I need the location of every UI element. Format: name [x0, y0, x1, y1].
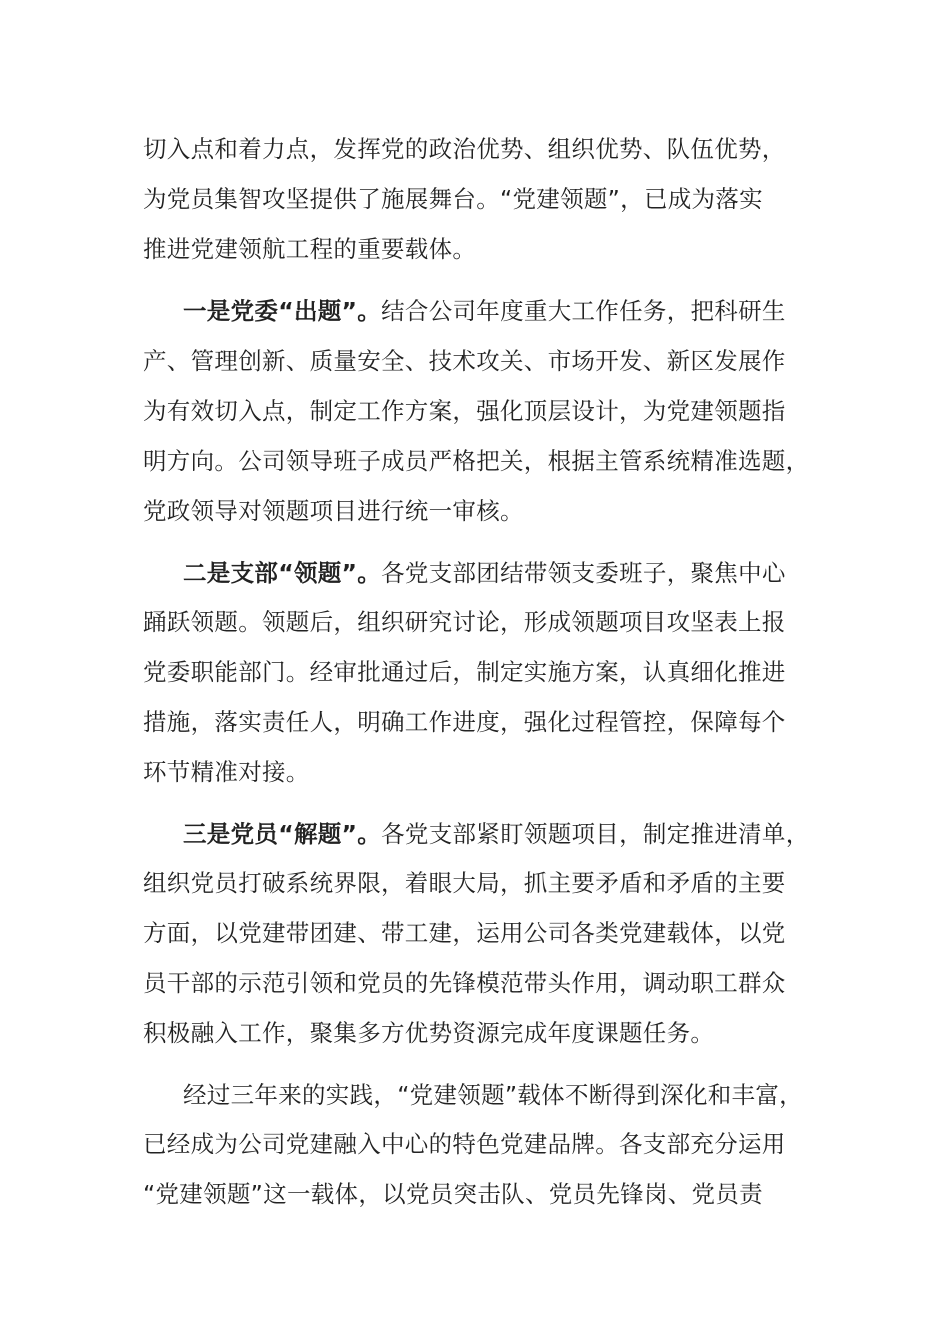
text-line: 明方向。公司领导班子成员严格把关，根据主管系统精准选题， [143, 447, 810, 475]
text-line: 员干部的示范引领和党员的先锋模范带头作用，调动职工群众 [143, 969, 786, 997]
paragraph-first-line [183, 295, 833, 327]
text-line: 切入点和着力点，发挥党的政治优势、组织优势、队伍优势， [143, 135, 786, 163]
text-line: 组织党员打破系统界限，着眼大局，抓主要矛盾和矛盾的主要 [143, 869, 786, 897]
text-line: 踊跃领题。领题后，组织研究讨论，形成领题项目攻坚表上报 [143, 608, 786, 636]
text-line: 环节精准对接。 [143, 758, 310, 786]
text-line: 产、管理创新、质量安全、技术攻关、市场开发、新区发展作 [143, 347, 786, 375]
text-line: 已经成为公司党建融入中心的特色党建品牌。各支部充分运用 [143, 1130, 786, 1158]
text-line: 方面，以党建带团建、带工建，运用公司各类党建载体，以党 [143, 919, 786, 947]
text-line: 为有效切入点，制定工作方案，强化顶层设计，为党建领题指 [143, 397, 786, 425]
text-line: 推进党建领航工程的重要载体。 [143, 235, 477, 263]
text-run: 各党支部紧盯领题项目，制定推进清单， [381, 820, 810, 848]
text-line: 党政领导对领题项目进行统一审核。 [143, 497, 524, 525]
text-line: 积极融入工作，聚集多方优势资源完成年度课题任务。 [143, 1019, 715, 1047]
text-line: 为党员集智攻坚提供了施展舞台。“党建领题”，已成为落实 [143, 185, 763, 213]
text-run: 各党支部团结带领支委班子，聚焦中心 [381, 559, 786, 587]
paragraph-first-line [183, 557, 833, 589]
section-heading-3: 三是党员“解题”。 [183, 820, 382, 848]
section-heading-1: 一是党委“出题”。 [183, 297, 382, 325]
text-line: “党建领题”这一载体，以党员突击队、党员先锋岗、党员责 [143, 1180, 763, 1208]
text-run: 结合公司年度重大工作任务，把科研生 [381, 297, 786, 325]
paragraph-first-line [183, 818, 833, 850]
section-heading-2: 二是支部“领题”。 [183, 559, 382, 587]
text-line: 党委职能部门。经审批通过后，制定实施方案，认真细化推进 [143, 658, 786, 686]
text-line: 措施，落实责任人，明确工作进度，强化过程管控，保障每个 [143, 708, 786, 736]
paragraph-first-line: 经过三年来的实践，“党建领题”载体不断得到深化和丰富， [183, 1081, 803, 1109]
